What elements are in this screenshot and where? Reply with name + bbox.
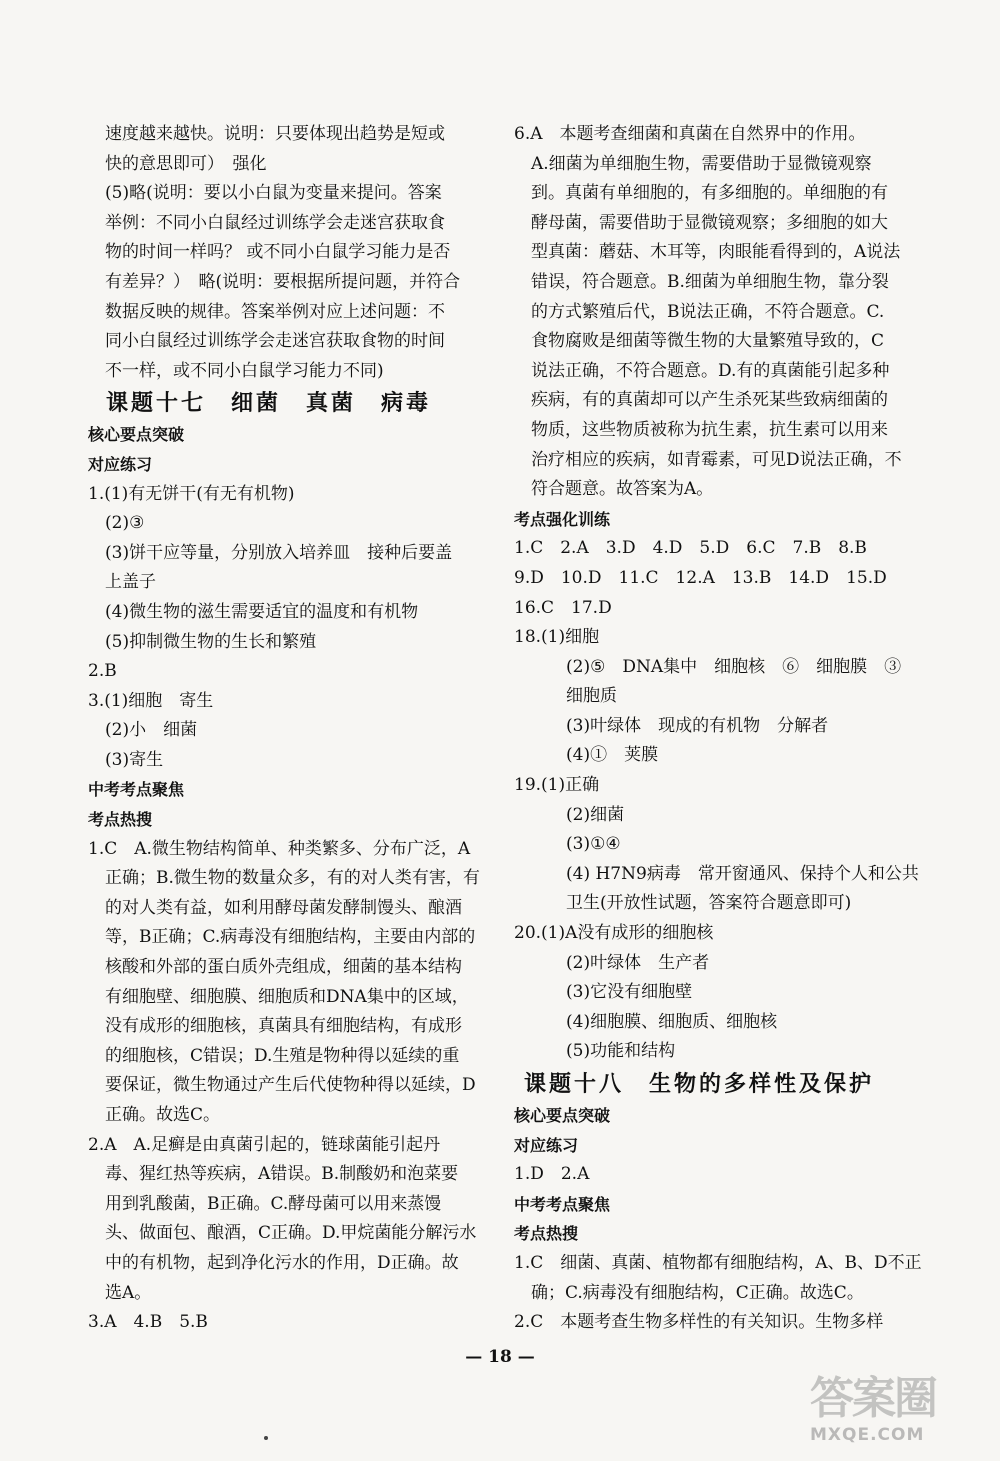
- text-line: 1.C A.微生物结构简单、种类繁多、分布广泛，A: [88, 838, 471, 859]
- text-line: 的对人类有益，如利用酵母菌发酵制馒头、酿酒: [105, 897, 462, 918]
- text-line: (4) H7N9病毒 常开窗通风、保持个人和公共: [566, 863, 919, 884]
- text-line: 2.A A.足癣是由真菌引起的，链球菌能引起丹: [88, 1134, 441, 1155]
- text-line: (5)略(说明：要以小白鼠为变量来提问。答案: [105, 183, 442, 204]
- text-line: 数据反映的规律。答案举例对应上述问题：不: [105, 301, 445, 322]
- text-line: (2)叶绿体 生产者: [566, 952, 710, 973]
- text-line: 中的有机物，起到净化污水的作用，D正确。故: [105, 1252, 459, 1273]
- text-line: (3)①④: [566, 834, 621, 855]
- text-line: (2)③: [105, 513, 145, 534]
- text-line: 正确；B.微生物的数量众多，有的对人类有害，有: [105, 868, 480, 889]
- subsection-heading: 考点热搜: [514, 1224, 579, 1244]
- text-line: 要保证，微生物通过产生后代使物种得以延续，D: [105, 1075, 476, 1096]
- text-line: 符合题意。故答案为A。: [531, 479, 714, 500]
- subsection-heading: 对应练习: [514, 1135, 579, 1155]
- page-number: — 18 —: [465, 1347, 535, 1367]
- text-line: 确；C.病毒没有细胞结构，C正确。故选C。: [531, 1282, 864, 1303]
- text-line: (4)细胞膜、细胞质、细胞核: [566, 1011, 778, 1032]
- text-line: 疾病，有的真菌却可以产生杀死某些致病细菌的: [531, 390, 888, 411]
- text-line: (2)细菌: [566, 804, 625, 825]
- text-line: 卫生(开放性试题，答案符合题意即可): [566, 893, 852, 914]
- text-line: (2)⑤ DNA集中 细胞核 ⑥ 细胞膜 ③: [566, 656, 902, 677]
- subsection-heading: 考点热搜: [88, 810, 153, 830]
- text-line: 的方式繁殖后代，B说法正确，不符合题意。C.: [531, 301, 885, 322]
- text-line: A.细菌为单细胞生物，需要借助于显微镜观察: [531, 153, 872, 174]
- text-line: (5)抑制微生物的生长和繁殖: [105, 631, 317, 652]
- subsection-heading: 对应练习: [88, 454, 153, 474]
- watermark: [810, 1373, 980, 1453]
- text-line: 毒、猩红热等疾病，A错误。B.制酸奶和泡菜要: [105, 1164, 459, 1185]
- subsection-heading: 核心要点突破: [88, 425, 185, 445]
- text-line: 到。真菌有单细胞的，有多细胞的。单细胞的有: [531, 183, 888, 204]
- right-column: [514, 120, 934, 1338]
- section-heading: 课题十七 细菌 真菌 病毒: [106, 390, 432, 417]
- text-line: 2.C 本题考查生物多样性的有关知识。生物多样: [514, 1312, 884, 1333]
- text-line: (5)功能和结构: [566, 1041, 676, 1062]
- text-line: 上盖子: [105, 572, 156, 593]
- text-line: 说法正确，不符合题意。D.有的真菌能引起多种: [531, 360, 890, 381]
- subsection-heading: 核心要点突破: [514, 1106, 611, 1125]
- text-line: 1.C 2.A 3.D 4.D 5.D 6.C 7.B 8.B: [514, 538, 867, 559]
- text-line: 19.(1)正确: [514, 775, 600, 796]
- text-line: (3)饼干应等量，分别放入培养皿 接种后要盖: [105, 542, 453, 563]
- text-line: 错误，符合题意。B.细菌为单细胞生物，靠分裂: [531, 271, 889, 292]
- text-line: (3)它没有细胞壁: [566, 982, 693, 1003]
- section-heading: 课题十八 生物的多样性及保护: [524, 1071, 875, 1097]
- text-line: 有差异？） 略(说明：要根据所提问题，并符合: [105, 271, 461, 292]
- text-line: 有细胞壁、细胞膜、细胞质和DNA集中的区域，: [105, 986, 469, 1007]
- text-line: 等，B正确；C.病毒没有细胞结构，主要由内部的: [105, 927, 476, 948]
- text-line: 物的时间一样吗？ 或不同小白鼠学习能力是否: [105, 242, 451, 263]
- text-line: 18.(1)细胞: [514, 627, 600, 648]
- text-line: 2.B: [88, 661, 117, 682]
- text-line: (4)① 荚膜: [566, 745, 659, 766]
- text-line: 6.A 本题考查细菌和真菌在自然界中的作用。: [514, 124, 866, 144]
- text-line: 核酸和外部的蛋白质外壳组成，细菌的基本结构: [105, 957, 462, 978]
- text-line: 细胞质: [566, 686, 617, 707]
- text-line: 1.D 2.A: [514, 1164, 590, 1185]
- text-line: 型真菌：蘑菇、木耳等，肉眼能看得到的，A说法: [531, 242, 901, 263]
- text-line: 20.(1)A没有成形的细胞核: [514, 923, 714, 944]
- ink-dot: [264, 1436, 268, 1440]
- text-line: 1.C 细菌、真菌、植物都有细胞结构，A、B、D不正: [514, 1252, 922, 1273]
- text-line: 速度越来越快。说明：只要体现出趋势是短或: [105, 124, 445, 144]
- subsection-heading: 中考考点聚焦: [88, 780, 185, 800]
- watermark-url: MXQE.COM: [810, 1425, 925, 1445]
- text-line: 选A。: [105, 1282, 152, 1303]
- text-line: 食物腐败是细菌等微生物的大量繁殖导致的，C: [531, 331, 885, 352]
- text-line: 治疗相应的疾病，如青霉素，可见D说法正确，不: [531, 449, 902, 470]
- text-line: (3)叶绿体 现成的有机物 分解者: [566, 715, 829, 736]
- text-line: 正确。故选C。: [105, 1105, 221, 1125]
- watermark-logo: 答案圈: [810, 1373, 936, 1424]
- text-line: 同小白鼠经过训练学会走迷宫获取食物的时间: [105, 331, 445, 352]
- subsection-heading: 中考考点聚焦: [514, 1194, 611, 1214]
- text-line: (2)小 细菌: [105, 720, 198, 741]
- text-line: 快的意思即可） 强化: [105, 153, 267, 174]
- text-line: 头、做面包、酿酒，C正确。D.甲烷菌能分解污水: [105, 1223, 477, 1244]
- text-line: 没有成形的细胞核，真菌具有细胞结构，有成形: [105, 1016, 462, 1037]
- text-line: 举例：不同小白鼠经过训练学会走迷宫获取食: [105, 212, 445, 233]
- text-line: 1.(1)有无饼干(有无有机物): [88, 483, 295, 504]
- text-line: 9.D 10.D 11.C 12.A 13.B 14.D 15.D: [514, 567, 887, 588]
- text-line: 16.C 17.D: [514, 597, 612, 618]
- text-line: 物质，这些物质被称为抗生素，抗生素可以用来: [531, 419, 888, 440]
- subsection-heading: 考点强化训练: [514, 509, 611, 529]
- text-line: 不一样，或不同小白鼠学习能力不同): [105, 360, 384, 381]
- text-line: 酵母菌，需要借助于显微镜观察；多细胞的如大: [531, 212, 888, 233]
- text-line: 用到乳酸菌，B正确。C.酵母菌可以用来蒸馒: [105, 1193, 442, 1214]
- text-line: (4)微生物的滋生需要适宜的温度和有机物: [105, 601, 419, 622]
- text-line: 3.(1)细胞 寄生: [88, 690, 214, 711]
- text-line: (3)寄生: [105, 749, 164, 770]
- text-line: 的细胞核，C错误；D.生殖是物种得以延续的重: [105, 1045, 460, 1066]
- text-line: 3.A 4.B 5.B: [88, 1312, 208, 1333]
- left-column: [88, 120, 500, 1338]
